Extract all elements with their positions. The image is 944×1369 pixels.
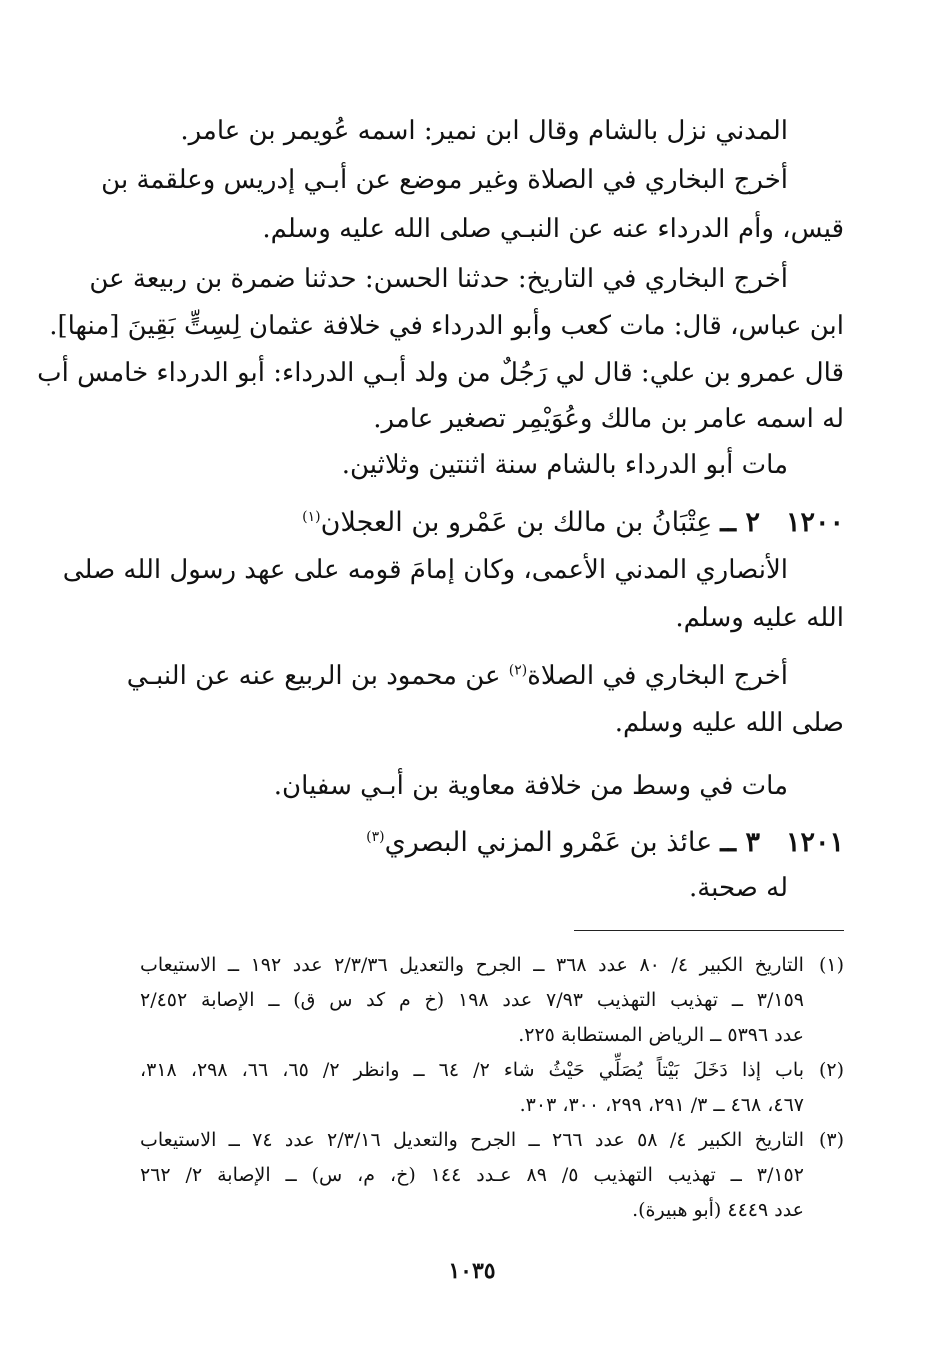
footnote-line: عدد ٤٤٤٩ (أبو هبيرة). (632, 1199, 804, 1221)
entry-name: عائذ بن عَمْرو المزني البصري (384, 827, 713, 858)
footnote-line: عدد ٥٣٩٦ ــ الرياض المستطابة ٢٢٥. (518, 1024, 804, 1046)
body-line: مات أبو الدرداء بالشام سنة اثنتين وثلاثين. (341, 450, 788, 480)
entry-sequence: ٣ ــ (720, 827, 760, 858)
footnote-ref: (١) (302, 509, 321, 525)
entry-name: عِتْبَانُ بن مالك بن عَمْرو بن العجلان (320, 507, 713, 538)
body-line: المدني نزل بالشام وقال ابن نمير: اسمه عُويمر بن عامر. (180, 116, 788, 146)
footnote-line: التاريخ الكبير ٤/ ٥٨ عدد ٢٦٦ ــ الجرح والتعديل ٢/٣/١٦ عدد ٧٤ ــ الاستيعاب (140, 1129, 804, 1151)
body-line: الله عليه وسلم. (675, 603, 844, 633)
body-line: صلى الله عليه وسلم. (614, 708, 844, 738)
body-line: أخرج البخاري في التاريخ: حدثنا الحسن: حدثنا ضمرة بن ربيعة عن (89, 264, 788, 294)
footnote-marker: (١) (818, 954, 844, 976)
body-line: ابن عباس، قال: مات كعب وأبو الدرداء في خلافة عثمان لِسِتٍّ بَقِينَ [منها]. (49, 311, 844, 341)
entry-heading-1201 (140, 823, 844, 863)
entry-sequence: ٢ ــ (720, 507, 760, 538)
footnote-ref: (٢) (508, 662, 528, 679)
footnote-line: باب إذا دَخَلَ بَيْتاً يُصَلِّي حَيْثُ شاء ٢/ ٦٤ ــ وانظر ٢/ ٦٥، ٦٦، ٢٩٨، ٣١٨، (140, 1059, 805, 1081)
footnote-ref: (٣) (366, 829, 385, 845)
footnote-marker: (٢) (818, 1059, 844, 1081)
text-run: أخرج البخاري في الصلاة (527, 661, 788, 691)
body-line: قال عمرو بن علي: قال لي رَجُلٌ من ولد أبـي الدرداء: أبو الدرداء خامس أب (37, 358, 844, 388)
body-line: له اسمه عامر بن مالك وعُوَيْمِر تصغير عامر. (373, 404, 844, 434)
footnote-marker: (٣) (818, 1129, 844, 1151)
footnote-line: التاريخ الكبير ٤/ ٨٠ عدد ٣٦٨ ــ الجرح والتعديل ٢/٣/٣٦ عدد ١٩٢ ــ الاستيعاب (140, 954, 804, 976)
footnote-line: ٤٦٧، ٤٦٨ ــ ٣/ ٢٩١، ٢٩٩، ٣٠٠، ٣٠٣. (519, 1094, 804, 1116)
footnote-line: ٣/١٥٩ ــ تهذيب التهذيب ٧/٩٣ عدد ١٩٨ (خ م كد س ق) ــ الإصابة ٢/٤٥٢ (140, 989, 804, 1011)
body-line (126, 656, 788, 696)
body-line: قيس، وأم الدرداء عنه عن النبـي صلى الله عليه وسلم. (262, 214, 844, 244)
entry-number: ١٢٠٠ (785, 507, 844, 538)
body-line: أخرج البخاري في الصلاة وغير موضع عن أبـي إدريس وعلقمة بن (101, 165, 788, 195)
text-run: عن محمود بن الربيع عنه عن النبـي (126, 661, 509, 691)
body-line: له صحبة. (688, 873, 788, 903)
footnote-line: ٣/١٥٢ ــ تهذيب التهذيب ٥/ ٨٩ عـدد ١٤٤ (خ، م، س) ــ الإصابة ٢/ ٢٦٢ (140, 1164, 804, 1186)
entry-number: ١٢٠١ (785, 827, 844, 858)
page-number: ١٠٣٥ (448, 1258, 496, 1284)
entry-heading-1200 (140, 503, 844, 543)
body-line: مات في وسط من خلافة معاوية بن أبـي سفيان. (273, 771, 788, 801)
body-line: الأنصاري المدني الأعمى، وكان إمامَ قومه على عهد رسول الله صلى (62, 555, 788, 585)
footnote-separator (574, 930, 844, 931)
